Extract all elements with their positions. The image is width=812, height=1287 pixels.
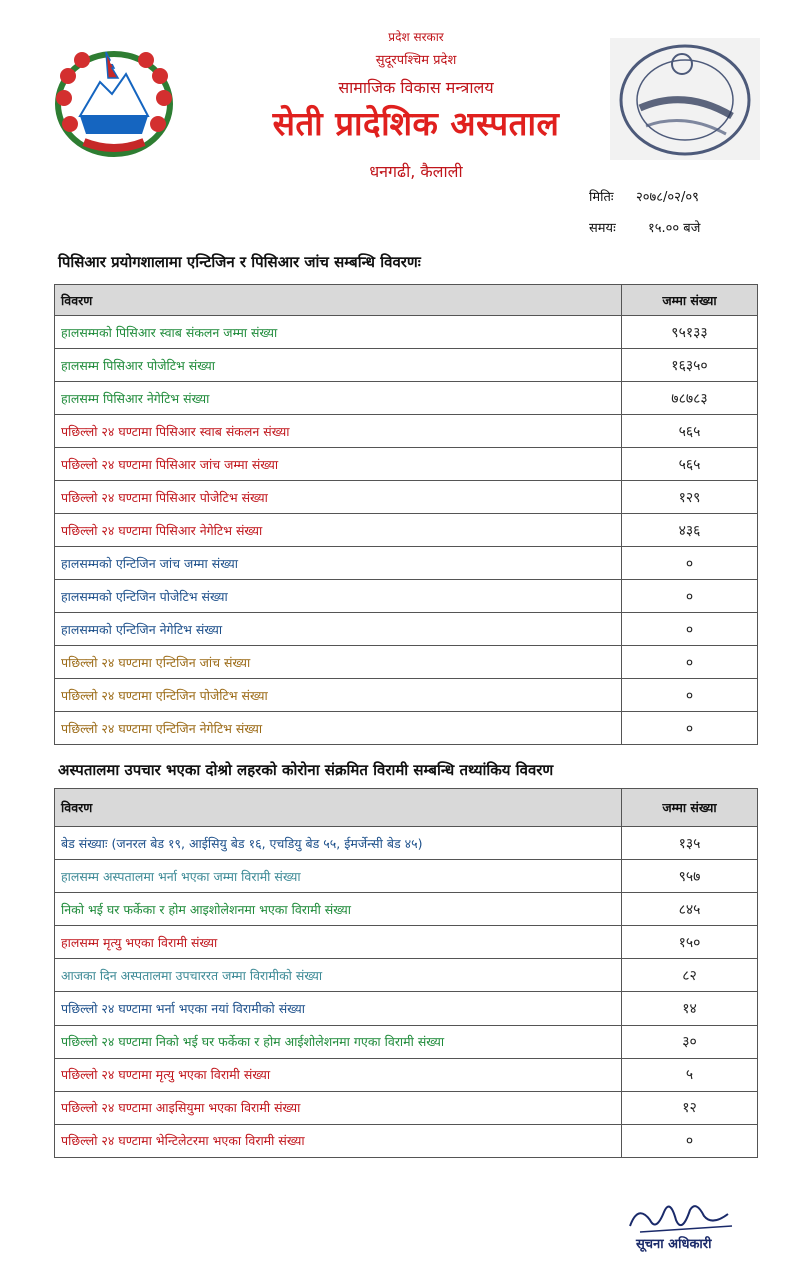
row-value: १२९ [622, 481, 758, 514]
table-row [55, 580, 758, 613]
table-row [55, 448, 758, 481]
row-label: पछिल्लो २४ घण्टामा आइसियुमा भएका विरामी संख्या [55, 1091, 622, 1124]
table-row [55, 1091, 758, 1124]
table-row [55, 679, 758, 712]
row-value: ५ [622, 1058, 758, 1091]
row-value: ८२ [622, 959, 758, 992]
table-header-row [55, 789, 758, 827]
row-label: हालसम्मको पिसिआर स्वाब संकलन जम्मा संख्या [55, 316, 622, 349]
row-label: पछिल्लो २४ घण्टामा पिसिआर स्वाब संकलन संख्या [55, 415, 622, 448]
signatory-title: सूचना अधिकारी [636, 1237, 712, 1252]
table-row [55, 415, 758, 448]
table-row [55, 646, 758, 679]
row-label: हालसम्म पिसिआर नेगेटिभ संख्या [55, 382, 622, 415]
row-label: हालसम्मको एन्टिजिन नेगेटिभ संख्या [55, 613, 622, 646]
row-value: ० [622, 712, 758, 745]
row-label: पछिल्लो २४ घण्टामा एन्टिजिन पोजेटिभ संख्या [55, 679, 622, 712]
row-value: ७८७८३ [622, 382, 758, 415]
row-value: ३० [622, 1025, 758, 1058]
row-value: १२ [622, 1091, 758, 1124]
column-header-total: जम्मा संख्या [622, 789, 758, 827]
header-province-name: सुदूरपश्चिम प्रदेश [375, 53, 457, 68]
row-value: ८४५ [622, 893, 758, 926]
row-value: ० [622, 1124, 758, 1157]
row-value: ० [622, 547, 758, 580]
row-value: ९५१३३ [622, 316, 758, 349]
row-value: ० [622, 580, 758, 613]
row-label: बेड संख्याः (जनरल बेड १९, आईसियु बेड १६, एचडियु बेड ५५, ईमर्जेन्सी बेड ४५) [55, 827, 622, 860]
row-value: ० [622, 679, 758, 712]
row-label: हालसम्म पिसिआर पोजेटिभ संख्या [55, 349, 622, 382]
header-ministry: सामाजिक विकास मन्त्रालय [338, 78, 494, 97]
section1-title: पिसिआर प्रयोगशालामा एन्टिजिन र पिसिआर जांच सम्बन्धि विवरणः [58, 253, 421, 271]
date-label: मितिः [589, 190, 614, 205]
row-label: पछिल्लो २४ घण्टामा एन्टिजिन जांच संख्या [55, 646, 622, 679]
row-label: पछिल्लो २४ घण्टामा पिसिआर पोजेटिभ संख्या [55, 481, 622, 514]
section2-title: अस्पतालमा उपचार भएका दोश्रो लहरको कोरोना संक्रमित विरामी सम्बन्धि तथ्यांकिय विवरण [58, 761, 554, 779]
row-label: हालसम्मको एन्टिजिन जांच जम्मा संख्या [55, 547, 622, 580]
table-row [55, 959, 758, 992]
row-value: १५० [622, 926, 758, 959]
table-row [55, 1124, 758, 1157]
date-value: २०७८/०२/०९ [636, 190, 699, 205]
row-label: पछिल्लो २४ घण्टामा निको भई घर फर्केका र होम आईशोलेशनमा गएका विरामी संख्या [55, 1025, 622, 1058]
row-label: पछिल्लो २४ घण्टामा पिसिआर जांच जम्मा संख्या [55, 448, 622, 481]
header-hospital-name: सेती प्रादेशिक अस्पताल [272, 104, 560, 143]
row-label: पछिल्लो २४ घण्टामा मृत्यु भएका विरामी संख्या [55, 1058, 622, 1091]
row-value: ० [622, 613, 758, 646]
table-row [55, 860, 758, 893]
table-row [55, 349, 758, 382]
hospital-patients-table [54, 788, 758, 1158]
time-value: १५.०० बजे [648, 221, 701, 236]
row-value: ५६५ [622, 448, 758, 481]
row-value: ९५७ [622, 860, 758, 893]
header-province-government: प्रदेश सरकार [388, 30, 444, 44]
table-row [55, 1025, 758, 1058]
row-value: ४३६ [622, 514, 758, 547]
column-header-total: जम्मा संख्या [622, 285, 758, 316]
row-value: १४ [622, 992, 758, 1025]
row-label: निको भई घर फर्केका र होम आइशोलेशनमा भएका विरामी संख्या [55, 893, 622, 926]
table-row [55, 1058, 758, 1091]
row-value: ० [622, 646, 758, 679]
time-label: समयः [589, 221, 616, 236]
row-label: हालसम्म अस्पतालमा भर्ना भएका जम्मा विरामी संख्या [55, 860, 622, 893]
row-label: हालसम्मको एन्टिजिन पोजेटिभ संख्या [55, 580, 622, 613]
row-value: १६३५० [622, 349, 758, 382]
table-row [55, 712, 758, 745]
row-value: ५६५ [622, 415, 758, 448]
row-label: पछिल्लो २४ घण्टामा एन्टिजिन नेगेटिभ संख्या [55, 712, 622, 745]
table-row [55, 316, 758, 349]
table-row [55, 481, 758, 514]
table-row [55, 514, 758, 547]
header-location: धनगढी, कैलाली [369, 162, 463, 181]
column-header-description: विवरण [55, 285, 622, 316]
row-label: पछिल्लो २४ घण्टामा भेन्टिलेटरमा भएका विरामी संख्या [55, 1124, 622, 1157]
table-row [55, 382, 758, 415]
hospital-seal-stamp [610, 38, 760, 160]
table-row [55, 613, 758, 646]
table-row [55, 893, 758, 926]
row-label: पछिल्लो २४ घण्टामा भर्ना भएका नयां विरामीको संख्या [55, 992, 622, 1025]
table-header-row [55, 285, 758, 316]
table-row [55, 547, 758, 580]
table-row [55, 926, 758, 959]
column-header-description: विवरण [55, 789, 622, 827]
pcr-antigen-table [54, 284, 758, 745]
row-label: हालसम्म मृत्यु भएका विरामी संख्या [55, 926, 622, 959]
table-row [55, 827, 758, 860]
row-label: आजका दिन अस्पतालमा उपचाररत जम्मा विरामीको संख्या [55, 959, 622, 992]
row-value: १३५ [622, 827, 758, 860]
row-label: पछिल्लो २४ घण्टामा पिसिआर नेगेटिभ संख्या [55, 514, 622, 547]
table-row [55, 992, 758, 1025]
